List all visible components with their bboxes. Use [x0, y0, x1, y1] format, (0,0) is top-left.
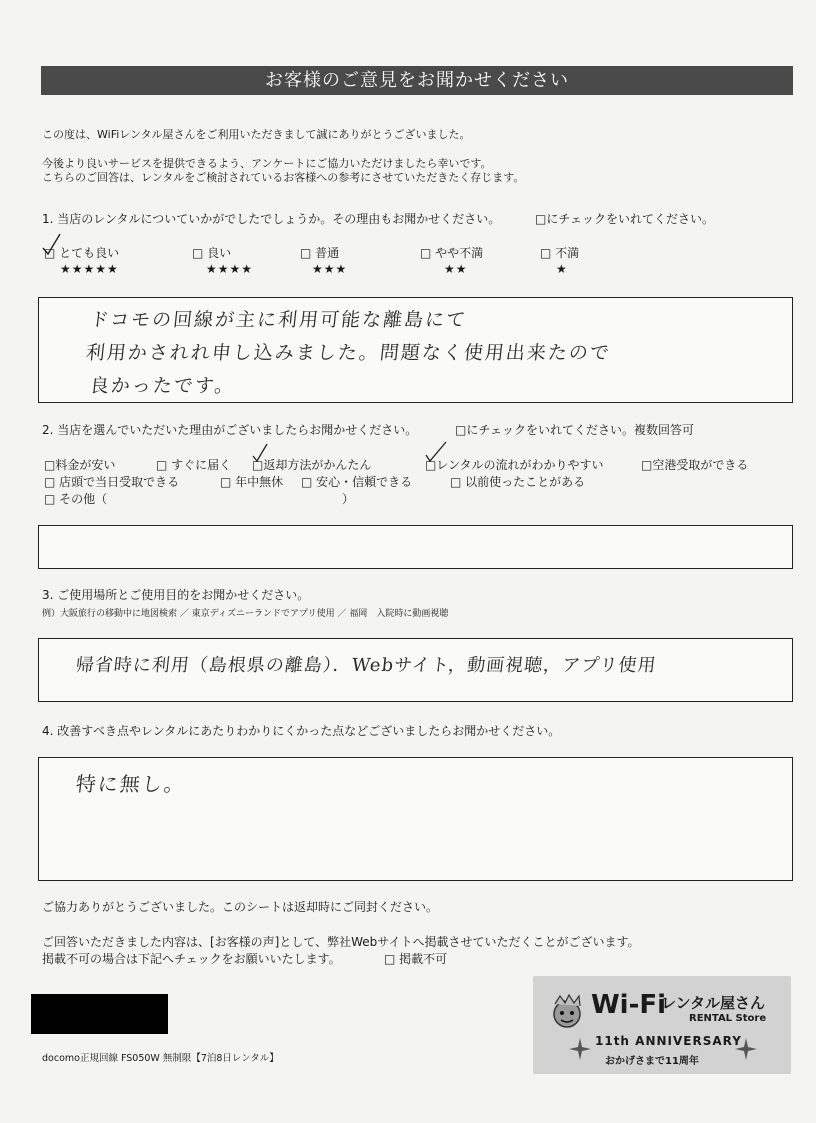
q2-option-other-close: ） — [342, 492, 355, 506]
q2-option-open-all-year[interactable]: □ 年中無休 — [220, 475, 284, 489]
q2-check-mark-icon — [250, 442, 270, 464]
intro-line-2: 今後より良いサービスを提供できるよう、アンケートにご協力いただけましたら幸いです。 — [42, 157, 492, 170]
q1-answer-line-1: ドコモの回線が主に利用可能な離島にて — [88, 309, 469, 331]
q1-stars-5: ★★★★★ — [60, 262, 119, 276]
product-info: docomo正規回線 FS050W 無制限【7泊8日レンタル】 — [42, 1053, 279, 1064]
logo-wifi-text: Wi-Fi — [591, 990, 667, 1020]
q4-question: 4. 改善すべき点やレンタルにあたりわかりにくかった点などございましたらお聞かせください。 — [42, 724, 561, 738]
q1-option-very-good[interactable]: □ とても良い — [44, 246, 120, 260]
q1-option-somewhat-dissatisfied[interactable]: □ やや不満 — [420, 246, 484, 260]
footer-notice-1: ご回答いただきました内容は、[お客様の声]として、弊社Webサイトへ掲載させていただくことがございます。 — [42, 935, 640, 949]
intro-line-1: この度は、WiFiレンタル屋さんをご利用いただきまして誠にありがとうございました。 — [42, 128, 471, 141]
q1-option-good[interactable]: □ 良い — [192, 246, 232, 260]
logo-rental-text: レンタル屋さん — [661, 994, 766, 1012]
q1-stars-2: ★★ — [444, 262, 468, 276]
footer-notice-2: 掲載不可の場合は下記へチェックをお願いいたします。 — [42, 952, 341, 966]
q3-answer: 帰省時に利用（島根県の離島）．Webサイト，動画視聴，アプリ使用 — [74, 655, 658, 676]
mascot-icon — [547, 994, 587, 1030]
footer-thanks: ご協力ありがとうございました。このシートは返却時にご同封ください。 — [42, 900, 439, 914]
q3-example: 例）大阪旅行の移動中に地図検索 ／ 東京ディズニーランドでアプリ使用 ／ 福岡 入院時に動画視聴 — [42, 609, 449, 619]
q1-option-dissatisfied[interactable]: □ 不満 — [540, 246, 580, 260]
q2-option-cheap[interactable]: □料金が安い — [44, 458, 116, 472]
q1-stars-3: ★★★ — [312, 262, 348, 276]
q2-option-airport-pickup[interactable]: □空港受取ができる — [641, 458, 749, 472]
q2-check-mark-icon — [423, 440, 449, 464]
q2-question: 2. 当店を選んでいただいた理由がございましたらお聞かせください。 — [42, 423, 418, 437]
page-title: お客様のご意見をお聞かせください — [41, 66, 793, 95]
optout-checkbox[interactable]: □ 掲載不可 — [384, 952, 448, 966]
logo-rental-store-text: RENTAL Store — [689, 1013, 767, 1024]
q1-option-average[interactable]: □ 普通 — [300, 246, 340, 260]
q1-stars-4: ★★★★ — [206, 262, 254, 276]
q1-answer-line-2: 利用かされれ申し込みました。問題なく使用出来たので — [84, 342, 613, 364]
q2-option-other[interactable]: □ その他（ — [44, 492, 108, 506]
q1-stars-1: ★ — [556, 262, 568, 276]
q1-check-mark-icon — [40, 232, 64, 258]
intro-line-3: こちらのご回答は、レンタルをご検討されているお客様への参考にさせていただきたく存じます。 — [42, 171, 525, 184]
sparkle-icon — [735, 1038, 757, 1060]
q2-option-fast-delivery[interactable]: □ すぐに届く — [156, 458, 232, 472]
q1-answer-line-3: 良かったです。 — [88, 375, 237, 397]
q2-option-used-before[interactable]: □ 以前使ったことがある — [450, 475, 586, 489]
q4-answer: 特に無し。 — [74, 772, 188, 796]
brand-logo — [533, 976, 791, 1074]
q2-answer-box[interactable] — [38, 525, 793, 569]
redacted-block — [31, 994, 168, 1034]
q1-question: 1. 当店のレンタルについていかがでしたでしょうか。その理由もお聞かせください。 — [42, 212, 501, 226]
q2-option-easy-flow[interactable]: □レンタルの流れがわかりやすい — [425, 458, 604, 472]
sparkle-icon — [569, 1038, 591, 1060]
logo-tagline: おかげさまで11周年 — [605, 1056, 699, 1067]
q2-option-easy-return[interactable]: □返却方法がかんたん — [252, 458, 372, 472]
q2-instruction: □にチェックをいれてください。複数回答可 — [455, 423, 694, 437]
q2-option-trustworthy[interactable]: □ 安心・信頼できる — [301, 475, 413, 489]
q2-option-store-pickup[interactable]: □ 店頭で当日受取できる — [44, 475, 180, 489]
q3-question: 3. ご使用場所とご使用目的をお聞かせください。 — [42, 588, 310, 602]
q1-instruction: □にチェックをいれてください。 — [535, 212, 714, 226]
logo-anniversary-text: 11th ANNIVERSARY — [595, 1034, 742, 1048]
